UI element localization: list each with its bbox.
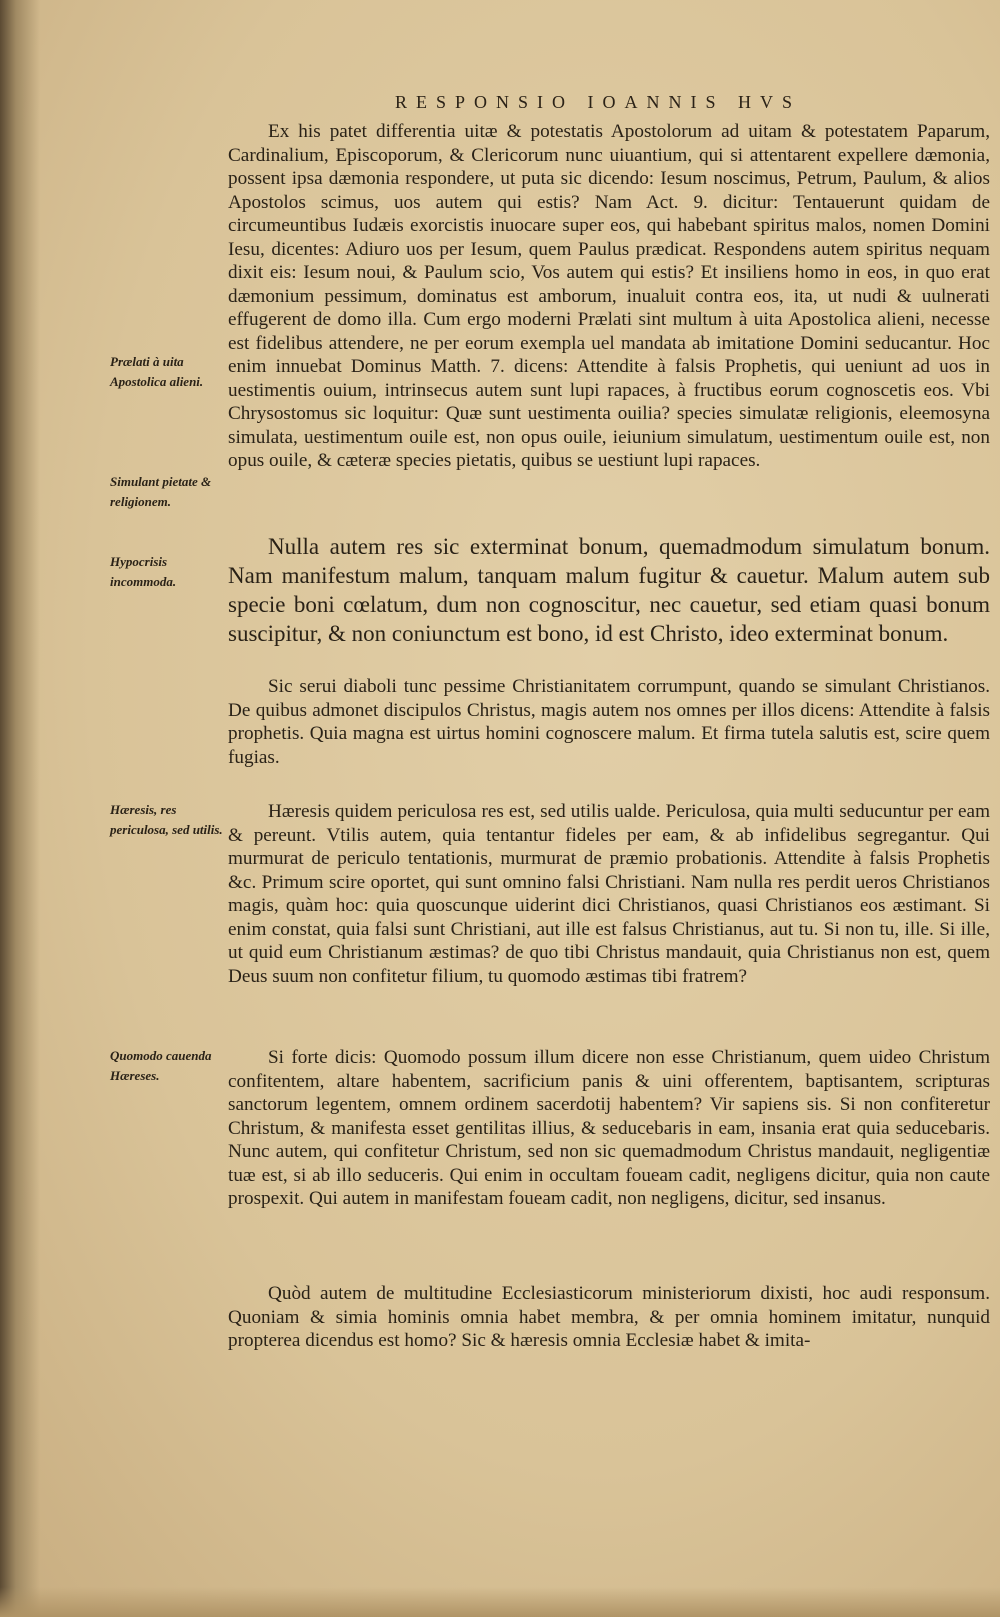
- binding-gutter: [0, 0, 40, 1617]
- paragraph-text: Sic serui diaboli tunc pessime Christianitatem corrumpunt, quando se simulant Christianos. De quibus admonet discipulos Christus, magis autem nos omnes per illos dicens: Attendite à falsis prophetis. Quia magna est uirtus homini cognoscere malum. Et firma tutela salutis est, scire quem fugias.: [228, 676, 990, 768]
- paragraph-3: [228, 675, 990, 769]
- paragraph-text: Nulla autem res sic exterminat bonum, quemadmodum simulatum bonum. Nam manifestum malum, tanquam malum fugitur & cauetur. Malum autem sub specie boni cœlatum, dum non cognoscitur, nec cauetur, sed etiam quasi bonum suscipitur, & non coniunctum est bono, id est Christo, ideo exterminat bonum.: [228, 534, 990, 646]
- paragraph-1: [228, 120, 990, 473]
- paragraph-text: Ex his patet differentia uitæ & potestatis Apostolorum ad uitam & potestatem Paparum, Cardinalium, Episcoporum, & Clericorum nunc uiuantium, qui si attentarent expellere dæmonia, possent ipsa dæmonia respondere, ut puta sic dicendo: Iesum noscimus, Petrum, Paulum, & alios Apostolos scimus, uos autem qui estis? Nam Act. 9. dicitur: Tentauerunt quidam de circumeuntibus Iudæis exorcistis inuocare super eos, qui habebant spiritus malos, nomen Domini Iesu, dicentes: Adiuro uos per Iesum, quem Paulus prædicat. Respondens autem spiritus nequam dixit eis: Iesum noui, & Paulum scio, Vos autem qui estis? Et insiliens homo in eos, in quo erat dæmonium pessimum, dominatus est amborum, inualuit contra eos, ita, ut nudi & uulnerati effugerent de domo illa. Cum ergo moderni Prælati sint multum à uita Apostolica alieni, necesse est fidelibus attendere, ne per eorum exempla uel mandata ab imitatione Domini seducantur. Hoc enim innuebat Dominus Matth. 7. dicens: Attendite à falsis Prophetis, qui ueniunt ad uos in uestimentis ouium, intrinsecus autem sunt lupi rapaces, à fructibus eorum cognoscetis eos. Vbi Chrysostomus sic loquitur: Quæ sunt uestimenta ouilia? species simulatæ religionis, eleemosyna simulata, uestimentum ouile est, non opus ouile, ieiunium simulatum, uestimentum ouile est, non opus ouile, & cæteræ species pietatis, quibus se uestiunt lupi rapaces.: [228, 121, 990, 471]
- paragraph-6: [228, 1282, 990, 1353]
- paragraph-5: [228, 1046, 990, 1211]
- margin-note-cauenda: Quomodo cauenda Hæreses.: [110, 1048, 212, 1083]
- margin-note-simulant: Simulant pietate & religionem.: [110, 474, 212, 509]
- paragraph-text: Si forte dicis: Quomodo possum illum dicere non esse Christianum, quem uideo Christum confitentem, altare habentem, sacrificium panis & uini offerentem, baptisantem, scripturas sanctorum legentem, omnem ordinem sacerdotij habentem? Vir sapiens sis. Si non confiteretur Christum, & manifesta esset gentilitas illius, & seducebaris in eam, insania erat quia seducebaris. Nunc autem, qui confitetur Christum, sed non sic quemadmodum Christus mandauit, negligentiæ tuæ est, si ab illo seduceris. Qui enim in occultam foueam cadit, negligens dicitur, quia non caute prospexit. Qui autem in manifestam foueam cadit, non negligens, dicitur, sed insanus.: [228, 1047, 990, 1209]
- margin-note-praelati: Prælati à uita Apostolica alieni.: [110, 354, 204, 389]
- paragraph-4: [228, 800, 990, 988]
- margin-note-hypocrisis: Hypocrisis incommoda.: [110, 554, 177, 589]
- paragraph-text: Hæresis quidem periculosa res est, sed utilis ualde. Periculosa, quia multi seducuntur per eam & pereunt. Vtilis autem, quia tentantur fideles per eam, & ab infidelibus segregantur. Qui murmurat de periculo tentationis, murmurat de præmio probationis. Attendite à falsis Prophetis &c. Primum scire oportet, qui sunt omnino falsi Christiani. Nam nulla res perdit ueros Christianos magis, quàm hoc: quia quoscunque uiderint dici Christianos, quasi Christianos eos æstimant. Si enim constat, quia falsi sunt Christiani, aut ille est falsus Christianus, aut tu. Si non tu, ille. Si ille, ut quid eum Christianum æstimas? de quo tibi Christus mandauit, quia Christianus non est, quem Deus suum non confitetur filium, tu quomodo æstimas tibi fratrem?: [228, 801, 990, 987]
- paragraph-2: [228, 532, 990, 648]
- page-edge-shadow: [0, 1587, 1000, 1617]
- margin-note-haeresis: Hæresis, res periculosa, sed utilis.: [110, 802, 223, 837]
- paragraph-text: Quòd autem de multitudine Ecclesiasticorum ministeriorum dixisti, hoc audi responsum. Quoniam & simia hominis omnia habet membra, & per omnia hominem imitatur, nunquid propterea dicendus est homo? Sic & hæresis omnia Ecclesiæ habet & imita-: [228, 1283, 990, 1351]
- running-header: RESPONSIO IOANNIS HVS: [395, 92, 802, 112]
